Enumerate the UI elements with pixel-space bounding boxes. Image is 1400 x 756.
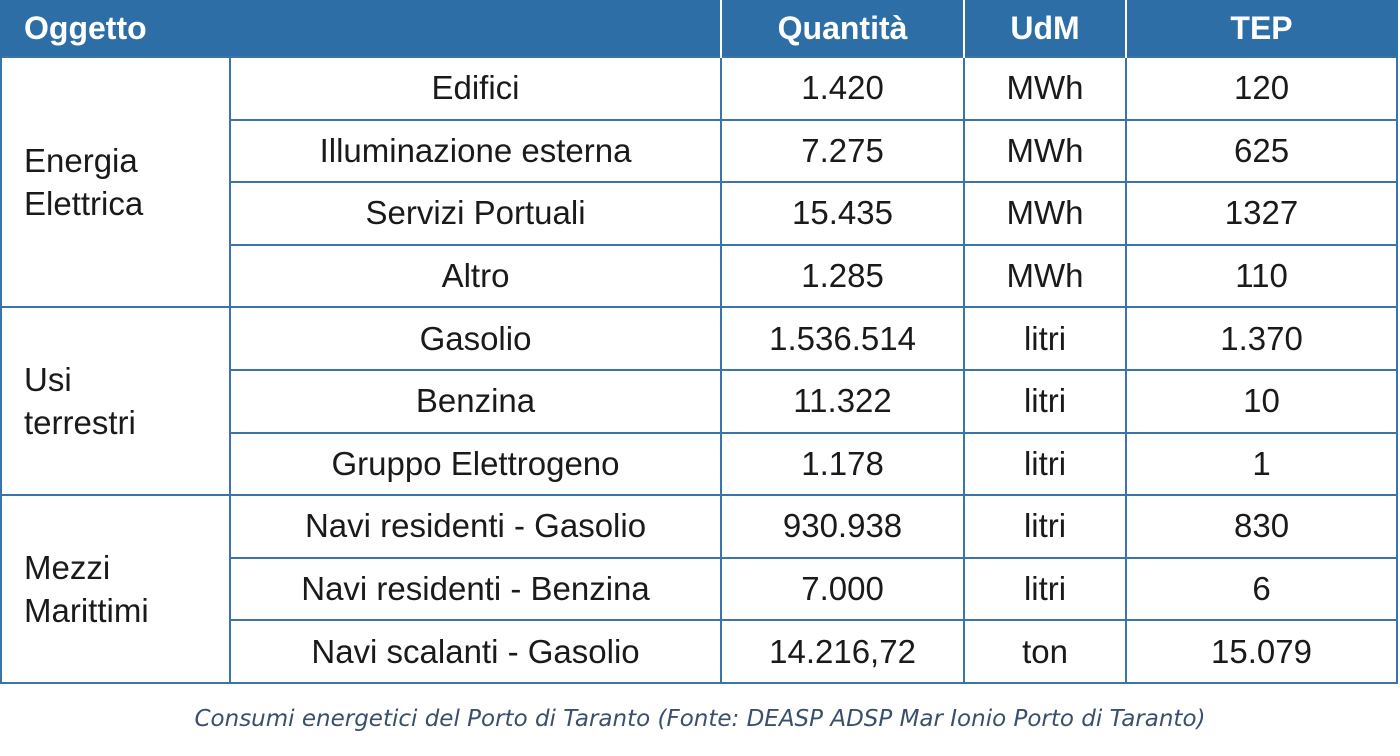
table-row xyxy=(1,307,1397,370)
udm-cell: litri xyxy=(964,307,1126,370)
quantita-cell: 1.285 xyxy=(721,245,964,308)
udm-cell: ton xyxy=(964,620,1126,683)
tep-cell: 120 xyxy=(1126,57,1397,120)
item-cell: Edifici xyxy=(230,57,721,120)
item-cell: Gruppo Elettrogeno xyxy=(230,433,721,496)
group-cell-mezzi-marittimi xyxy=(1,495,230,683)
tep-cell: 15.079 xyxy=(1126,620,1397,683)
udm-cell: MWh xyxy=(964,57,1126,120)
quantita-cell: 11.322 xyxy=(721,370,964,433)
udm-cell: litri xyxy=(964,558,1126,621)
group-cell-usi-terrestri xyxy=(1,307,230,495)
tep-cell: 1 xyxy=(1126,433,1397,496)
udm-cell: litri xyxy=(964,370,1126,433)
group-label: Energia Elettrica xyxy=(24,142,144,223)
tep-cell: 6 xyxy=(1126,558,1397,621)
item-cell: Navi residenti - Benzina xyxy=(230,558,721,621)
group-label: Usi terrestri xyxy=(24,361,136,442)
tep-cell: 10 xyxy=(1126,370,1397,433)
quantita-cell: 930.938 xyxy=(721,495,964,558)
udm-cell: litri xyxy=(964,433,1126,496)
item-cell: Navi scalanti - Gasolio xyxy=(230,620,721,683)
tep-cell: 1327 xyxy=(1126,182,1397,245)
table-row xyxy=(1,495,1397,558)
tep-cell: 1.370 xyxy=(1126,307,1397,370)
quantita-cell: 7.000 xyxy=(721,558,964,621)
table-body xyxy=(1,57,1397,683)
table-row xyxy=(1,57,1397,120)
udm-cell: litri xyxy=(964,495,1126,558)
header-oggetto: Oggetto xyxy=(1,0,721,57)
quantita-cell: 14.216,72 xyxy=(721,620,964,683)
item-cell: Benzina xyxy=(230,370,721,433)
quantita-cell: 1.420 xyxy=(721,57,964,120)
quantita-cell: 7.275 xyxy=(721,120,964,183)
item-cell: Illuminazione esterna xyxy=(230,120,721,183)
header-quantita: Quantità xyxy=(721,0,964,57)
group-cell-energia-elettrica xyxy=(1,57,230,307)
header-row xyxy=(1,0,1397,57)
tep-cell: 110 xyxy=(1126,245,1397,308)
item-cell: Altro xyxy=(230,245,721,308)
header-tep: TEP xyxy=(1126,0,1397,57)
table-header xyxy=(1,0,1397,57)
quantita-cell: 15.435 xyxy=(721,182,964,245)
item-cell: Gasolio xyxy=(230,307,721,370)
tep-cell: 625 xyxy=(1126,120,1397,183)
header-udm: UdM xyxy=(964,0,1126,57)
item-cell: Navi residenti - Gasolio xyxy=(230,495,721,558)
table-caption: Consumi energetici del Porto di Taranto (Fonte: DEASP ADSP Mar Ionio Porto di Taranto) xyxy=(194,706,1206,732)
quantita-cell: 1.178 xyxy=(721,433,964,496)
udm-cell: MWh xyxy=(964,245,1126,308)
group-label: Mezzi Marittimi xyxy=(24,549,149,630)
udm-cell: MWh xyxy=(964,120,1126,183)
tep-cell: 830 xyxy=(1126,495,1397,558)
udm-cell: MWh xyxy=(964,182,1126,245)
item-cell: Servizi Portuali xyxy=(230,182,721,245)
quantita-cell: 1.536.514 xyxy=(721,307,964,370)
